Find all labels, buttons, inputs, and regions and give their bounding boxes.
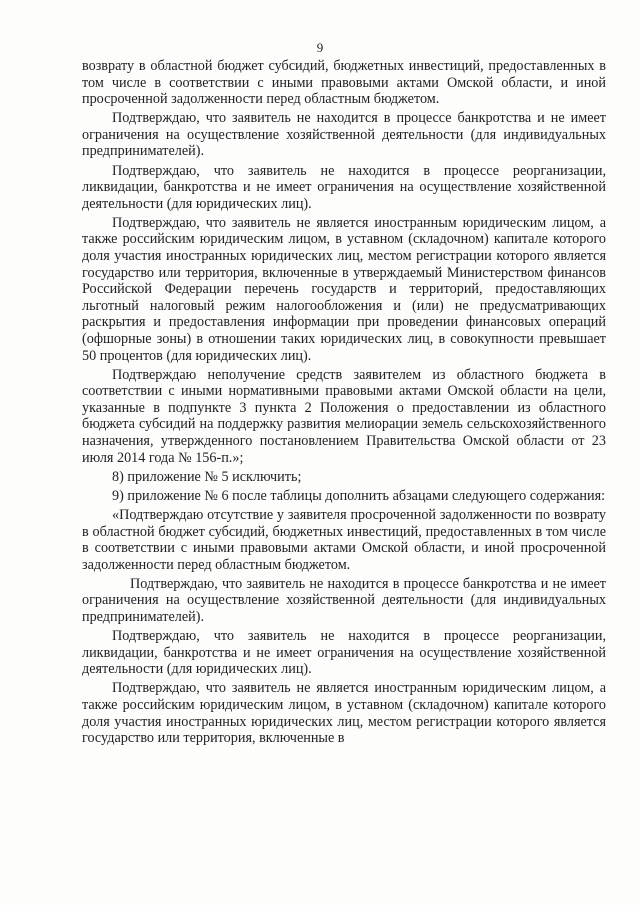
- item-9: 9) приложение № 6 после таблицы дополнить абзацами следующего содержания:: [112, 487, 606, 504]
- item-8: 8) приложение № 5 исключить;: [112, 468, 302, 485]
- paragraph-reorganization-legal-entities: Подтверждаю, что заявитель не находится в процессе реорганизации, ликвидации, банкротства и не имеет ограничения на осуществление хозяйственной деятельности (для юридических лиц).: [82, 162, 606, 212]
- document-body: [82, 58, 606, 749]
- page-number: 9: [316, 40, 324, 55]
- paragraph-foreign-entity: Подтверждаю, что заявитель не является иностранным юридическим лицом, а также российским юридическим лицом, в уставном (складочном) капитале которого доля участия иностранных юридических лиц, местом регистрации которого является государство или территория, включенные в утверждаемый Министерством финансов Российской Федерации перечень государств и территорий, предоставляющих льготный налоговый режим налогообложения и (или) не предусматривающих раскрытия и предоставления информации при проведении финансовых операций (офшорные зоны) в отношении таких юридических лиц, в совокупности превышает 50 процентов (для юридических лиц).: [82, 214, 606, 364]
- paragraph-continuation: возврату в областной бюджет субсидий, бюджетных инвестиций, предоставленных в том числе в соответствии с иными правовыми актами Омской области, и иной просроченной задолженности перед областным бюджетом.: [82, 58, 606, 108]
- paragraph-bankruptcy-entrepreneurs: Подтверждаю, что заявитель не находится в процессе банкротства и не имеет ограничения на осуществление хозяйственной деятельности (для индивидуальных предпринимателей).: [82, 110, 606, 160]
- paragraph-non-receipt-funds: Подтверждаю неполучение средств заявителем из областного бюджета в соответствии с иными нормативными правовыми актами Омской области на цели, указанные в подпункте 3 пункта 2 Положения о предоставлении из областного бюджета субсидий на поддержку развития мелиорации земель сельскохозяйственного назначения, утвержденного постановлением Правительства Омской области от 23 июля 2014 года № 156-п.»;: [82, 366, 606, 466]
- quoted-paragraph-foreign-entity: Подтверждаю, что заявитель не является иностранным юридическим лицом, а также российским юридическим лицом, в уставном (складочном) капитале которого доля участия иностранных юридических лиц, местом регистрации которого является государство или территория, включенные в: [82, 680, 606, 747]
- quoted-paragraph-no-debt: «Подтверждаю отсутствие у заявителя просроченной задолженности по возврату в областной бюджет субсидий, бюджетных инвестиций, предоставленных в том числе в соответствии с иными правовыми актами Омской области, и иной просроченной задолженности перед областным бюджетом.: [82, 506, 606, 573]
- quoted-paragraph-bankruptcy-entrepreneurs: Подтверждаю, что заявитель не находится в процессе банкротства и не имеет ограничения на осуществление хозяйственной деятельности (для индивидуальных предпринимателей).: [82, 575, 606, 625]
- quoted-paragraph-reorganization-legal-entities: Подтверждаю, что заявитель не находится в процессе реорганизации, ликвидации, банкротства и не имеет ограничения на осуществление хозяйственной деятельности (для юридических лиц).: [82, 628, 606, 678]
